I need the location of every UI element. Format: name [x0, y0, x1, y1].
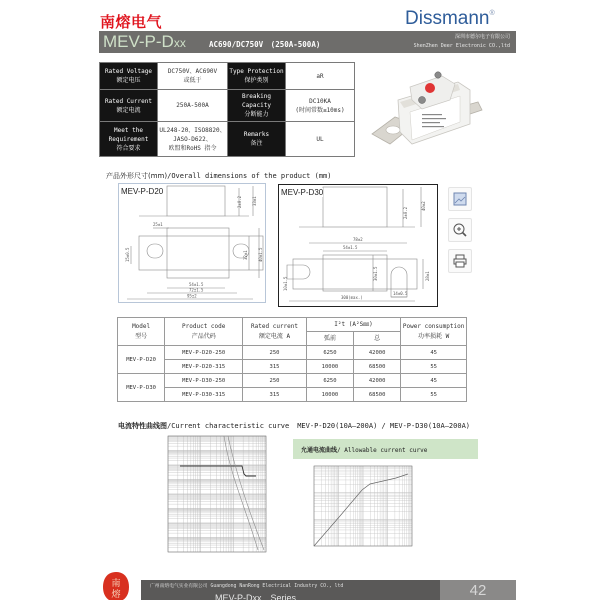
- product-photo: [360, 62, 510, 162]
- dim-label: 78±2: [353, 237, 363, 242]
- spec-row: [100, 122, 355, 157]
- dim-label: 54±1.5: [343, 245, 358, 250]
- dim-label: 10±1.5: [283, 276, 288, 291]
- dim-label: 25±1: [153, 222, 163, 227]
- spec-value-line: DC10KA: [309, 97, 331, 105]
- header-label: 型号: [135, 332, 148, 340]
- view-image-button[interactable]: [448, 187, 472, 211]
- curve-title-en: /Current characteristic curve: [167, 422, 290, 430]
- spec-value-line: UL: [316, 135, 324, 143]
- header-label: 额定电流 A: [258, 332, 291, 340]
- header-label: 产品代码: [191, 332, 216, 340]
- spec-value-line: DC750V、AC690V: [167, 68, 218, 75]
- spec-key-cn: 分断能力: [244, 111, 269, 118]
- cell-code: MEV-P-D30-315: [165, 388, 243, 402]
- drawing-d20-lines: [119, 184, 265, 302]
- cell-i2t-total: 68500: [354, 360, 401, 374]
- drawing-d30-lines: [279, 185, 436, 305]
- series-title: [103, 32, 186, 52]
- cell-power: 55: [401, 360, 467, 374]
- series-suffix: xx: [173, 36, 186, 50]
- company-seal-logo: [101, 571, 131, 600]
- brand-name-cn: 南熔电气: [100, 13, 163, 31]
- cell-code: MEV-P-D20-250: [165, 346, 243, 360]
- spec-value: [286, 63, 355, 90]
- dim-label: 2±0.2: [237, 195, 242, 208]
- spec-key-en: Breaking Capacity: [242, 93, 271, 109]
- print-icon: [453, 254, 467, 268]
- cell-i2t-total: 42000: [354, 374, 401, 388]
- allowable-curve-header: [293, 439, 478, 459]
- dim-label: 14±0.5: [393, 291, 408, 296]
- dim-label: 30±1.5: [373, 266, 378, 281]
- svg-text:南: 南: [111, 579, 121, 589]
- dim-label: 72±1.5: [189, 287, 204, 293]
- cell-i2t-pre: 10000: [306, 388, 353, 402]
- spec-key-cn: 符合要求: [116, 144, 141, 152]
- spec-table: [99, 62, 355, 157]
- company-name-cn: 深圳市德尔电子有限公司: [454, 34, 510, 40]
- cell-current: 250: [243, 374, 307, 388]
- spec-value-line: UL248-20、ISO8820、: [159, 126, 226, 134]
- series-main: MEV-P-D: [103, 32, 174, 51]
- spec-key-en: Meet the: [114, 126, 143, 134]
- spec-key-cn: 额定电压: [116, 77, 141, 84]
- spec-key: [100, 122, 158, 157]
- cell-power: 45: [401, 346, 467, 360]
- allowable-current-chart: [300, 464, 420, 554]
- header-code: [165, 318, 243, 346]
- cell-power: 45: [401, 374, 467, 388]
- title-bar: [99, 31, 516, 53]
- dimensions-title-cn: 产品外形尺寸(mm): [106, 172, 168, 180]
- spec-key: [228, 122, 286, 157]
- footer-series: MEV-P-Dxx Series: [215, 593, 297, 600]
- spec-value: [158, 63, 228, 90]
- dim-label: 54±1.5: [189, 282, 204, 287]
- image-icon: [453, 192, 467, 206]
- curve-section-title: [118, 421, 470, 431]
- header-i2t-total: 总: [354, 332, 401, 346]
- dim-label: 95±2: [187, 293, 197, 299]
- header-model: [118, 318, 165, 346]
- spec-key: [100, 90, 158, 122]
- spec-key-en: Rated Current: [105, 97, 152, 105]
- header-label: Product code: [182, 322, 226, 330]
- cell-model: MEV-P-D30: [118, 374, 165, 402]
- spec-key-en: Rated Voltage: [105, 68, 152, 75]
- table-header-row: [118, 318, 467, 332]
- cell-model: MEV-P-D20: [118, 346, 165, 374]
- spec-key: [228, 90, 286, 122]
- cell-code: MEV-P-D20-315: [165, 360, 243, 374]
- table-row: [118, 360, 467, 374]
- spec-key-en: Type Protection: [229, 68, 284, 75]
- curve-title-cn: 电流特性曲线图: [118, 422, 167, 430]
- drawing-d20: [118, 183, 266, 303]
- spec-value: [286, 122, 355, 157]
- cell-current: 250: [243, 346, 307, 360]
- header-label: Model: [132, 322, 151, 330]
- drawing-label-d30: MEV-P-D30: [281, 188, 324, 197]
- dim-label: 15±0.5: [125, 247, 130, 262]
- spec-key: [100, 63, 158, 90]
- cell-current: 315: [243, 388, 307, 402]
- cell-code: MEV-P-D30-250: [165, 374, 243, 388]
- dim-label: 28±1: [425, 271, 430, 281]
- spec-key-en: Requirement: [108, 135, 149, 143]
- header-i2t-pre: 弧前: [306, 332, 353, 346]
- cell-power: 55: [401, 388, 467, 402]
- current-characteristic-chart: [158, 434, 278, 564]
- allowable-title-cn: 允通电流曲线: [301, 447, 338, 454]
- spec-value: [286, 90, 355, 122]
- footer-company: 广州南熔电气实业有限公司 Guangdong NanRong Electrical Industry CO., ltd: [150, 584, 344, 589]
- dim-label: 40±1.5: [258, 247, 263, 262]
- dimensions-title-en: /Overall dimensions of the product (mm): [167, 172, 332, 180]
- dim-label: 300(max.): [341, 295, 363, 300]
- curve-d20-line: [180, 466, 256, 476]
- spec-value-line: JASO-D622、: [173, 135, 212, 143]
- header-label: 功率损耗 W: [418, 332, 450, 340]
- drawing-label-d20: MEV-P-D20: [121, 187, 164, 196]
- header-label: Rated current: [251, 322, 298, 330]
- allowable-title-en: / Allowable current curve: [337, 447, 428, 454]
- spec-value-line: 欧盟和RoHS 指令: [168, 144, 217, 152]
- spec-value-line: (时间常数≤10ms): [295, 106, 345, 114]
- spec-value-line: aR: [316, 72, 324, 80]
- table-row: [118, 346, 467, 360]
- header-current: [243, 318, 307, 346]
- dimensions-title: [106, 171, 331, 181]
- curve-models: MEV-P-D20(10A—200A) / MEV-P-D30(10A—200A): [297, 422, 471, 430]
- table-row: [118, 374, 467, 388]
- table-row: [118, 388, 467, 402]
- spec-key-en: Remarks: [243, 131, 270, 138]
- dim-label: 2±0.2: [403, 206, 408, 219]
- cell-i2t-total: 42000: [354, 346, 401, 360]
- header-label: Power consumption: [402, 322, 465, 330]
- registered-mark: ®: [489, 10, 495, 17]
- spec-key-cn: 备注: [250, 140, 263, 147]
- spec-key-cn: 保护类别: [244, 77, 269, 84]
- product-table: [117, 317, 467, 402]
- dim-label: 33±1: [252, 196, 257, 206]
- zoom-in-icon: [452, 222, 468, 238]
- cell-i2t-pre: 6250: [306, 374, 353, 388]
- cell-i2t-pre: 10000: [306, 360, 353, 374]
- spec-value: [158, 90, 228, 122]
- cell-current: 315: [243, 360, 307, 374]
- zoom-in-button[interactable]: [448, 218, 472, 242]
- company-name-en: ShenZhen Deer Electronic CO.,ltd: [413, 43, 510, 49]
- page-number: 42: [440, 580, 516, 600]
- voltage-range: AC690/DC750V (250A-500A): [209, 40, 321, 49]
- spec-value: [158, 122, 228, 157]
- cell-i2t-pre: 6250: [306, 346, 353, 360]
- cell-i2t-total: 68500: [354, 388, 401, 402]
- header-power: [401, 318, 467, 346]
- spec-value-line: 或低于: [183, 77, 202, 84]
- brand-name-en: Dissmann: [405, 8, 490, 29]
- drawing-d30: [278, 184, 438, 307]
- brand-logo-dissmann: [405, 8, 495, 30]
- spec-key: [228, 63, 286, 90]
- spec-row: [100, 63, 355, 90]
- dim-label: 32±1: [243, 250, 248, 260]
- dim-label: 40±2: [421, 201, 426, 211]
- indicator-red-dot: [425, 83, 435, 93]
- spec-row: [100, 90, 355, 122]
- svg-text:熔: 熔: [111, 590, 121, 600]
- print-button[interactable]: [448, 249, 472, 273]
- header-i2t: I²t (A²S㎜): [306, 318, 400, 332]
- spec-key-cn: 额定电流: [116, 106, 141, 114]
- spec-value-line: 250A-500A: [176, 102, 209, 109]
